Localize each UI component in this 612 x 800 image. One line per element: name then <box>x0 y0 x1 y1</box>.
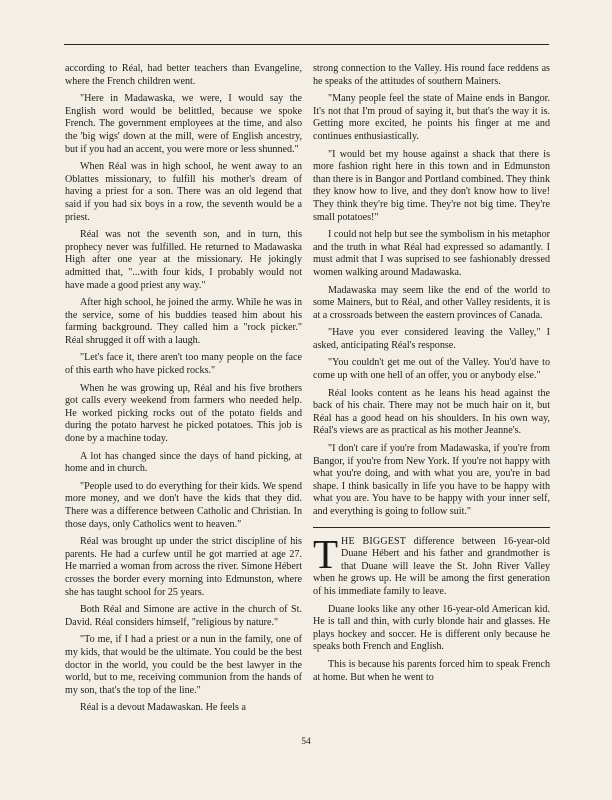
paragraph: "You couldn't get me out of the Valley. You'd have to come up with one hell of an offer, you or anybody else." <box>313 357 550 382</box>
section-lead-paragraph <box>313 530 550 599</box>
right-column <box>313 63 550 689</box>
paragraph: "I don't care if you're from Madawaska, if you're from Bangor, if you're from New York. If you're not happy with what you're doing, and with what you are, you're in bad shape. I think basically in life you have to be happy with what you are. You have to be happy with your inner self, and everything is going to follow suit." <box>313 443 550 517</box>
left-column <box>65 63 302 720</box>
paragraph: Madawaska may seem like the end of the world to some Mainers, but to Réal, and other Valley residents, it is at a crossroads between the eastern provinces of Canada. <box>313 284 550 321</box>
paragraph: Réal was not the seventh son, and in turn, this prophecy never was fulfilled. He returned to Madawaska High after one year at the missionary. He jokingly admitted that, "...with four kids, I probably would not have made a good priest any way." <box>65 229 302 291</box>
paragraph: "People used to do everything for their kids. We spend more money, and we don't have the kids that they did. There was a difference between Catholic and Christian. In those days, only Catholics went to heaven." <box>65 480 302 530</box>
paragraph: This is because his parents forced him to speak French at home. But when he went to <box>313 658 550 683</box>
lead-in-text: difference between 16-year-old Duane Hébert and his father and grandmother is that Duane will leave the St. John River Valley when he grows up. He will be among the first generation of his immediate family to leave. <box>313 535 550 597</box>
header-rule <box>64 44 549 45</box>
lead-in-caps: HE BIGGEST <box>341 535 407 547</box>
paragraph: "Have you ever considered leaving the Valley," I asked, anticipating Réal's response. <box>313 327 550 351</box>
paragraph: Réal looks content as he leans his head against the back of his chair. There may not be much hair on it, but Réal has a good head on his shoulders. In his own way, Réal's views are as practical as his mother Jeanne's. <box>313 387 550 437</box>
paragraph: "I would bet my house against a shack that there is more fashion right here in this town and in Edmunston than there is in Bangor and Portland combined. They think they know how to live, and they don't know how to live! They think they're big time. They're not big time. They're small potatoes!" <box>313 148 550 223</box>
paragraph: "Many people feel the state of Maine ends in Bangor. It's not that I'm proud of saying it, but that's the way it is. Getting more excited, he points his finger at me and continues enthusiastically. <box>313 93 550 142</box>
paragraph: When he was growing up, Réal and his five brothers got calls every weekend from farmers who needed help. He worked picking rocks out of the potato fields and during the potato harvest he picked potatoes. This job is done by a machine today. <box>65 382 302 445</box>
section-divider <box>313 527 550 528</box>
drop-cap: T <box>313 530 339 577</box>
paragraph: "To me, if I had a priest or a nun in the family, one of my kids, that would be the ultimate. You could be the best doctor in the world, you could be the best lawyer in the world, but to me, receiving communion from the hands of my son, that's the top of the line." <box>65 634 302 696</box>
paragraph: according to Réal, had better teachers than Evangeline, where the French children went. <box>65 63 302 87</box>
paragraph: Réal was brought up under the strict discipline of his parents. He had a curfew until he got married at age 27. He married a woman from across the river. Simone Hébert crosses the border every morning into Edmunston, where she has taught school for 25 years. <box>65 536 302 598</box>
paragraph: "Let's face it, there aren't too many people on the face of this earth who have picked rocks." <box>65 352 302 377</box>
paragraph: A lot has changed since the days of hand picking, at home and in church. <box>65 450 302 475</box>
paragraph: I could not help but see the symbolism in his metaphor and the truth in what Réal had expressed so adamantly. I must admit that I was suprised to see fashionably dressed women walking around Madawaska. <box>313 229 550 278</box>
page-number: 54 <box>301 737 311 747</box>
paragraph: strong connection to the Valley. His round face reddens as he speaks of the attitudes of southern Mainers. <box>313 63 550 87</box>
paragraph: Réal is a devout Madawaskan. He feels a <box>80 702 246 714</box>
paragraph: Both Réal and Simone are active in the church of St. David. Réal considers himself, "religious by nature." <box>65 604 302 628</box>
paragraph: When Réal was in high school, he went away to an Oblattes missionary, to fulfill his mother's dream of having a priest for a son. There was an old legend that said if you had six boys in a row, the seventh would be a priest. <box>65 161 302 223</box>
paragraph: "Here in Madawaska, we were, I would say the English word would be belittled, because we spoke French. The government employees at the time, and also the 'big wigs' down at the mill, were of English ancestry, but if you had an accent, you were more or less shunned." <box>65 93 302 155</box>
paragraph: Duane looks like any other 16-year-old American kid. He is tall and thin, with curly blonde hair and glasses. He plays hockey and soccer. He is different only because he speaks both French and English. <box>313 603 550 653</box>
paragraph: After high school, he joined the army. While he was in the service, some of his buddies teased him about his farming background. They called him a "rock picker." Réal shrugged it off with a laugh. <box>65 297 302 346</box>
